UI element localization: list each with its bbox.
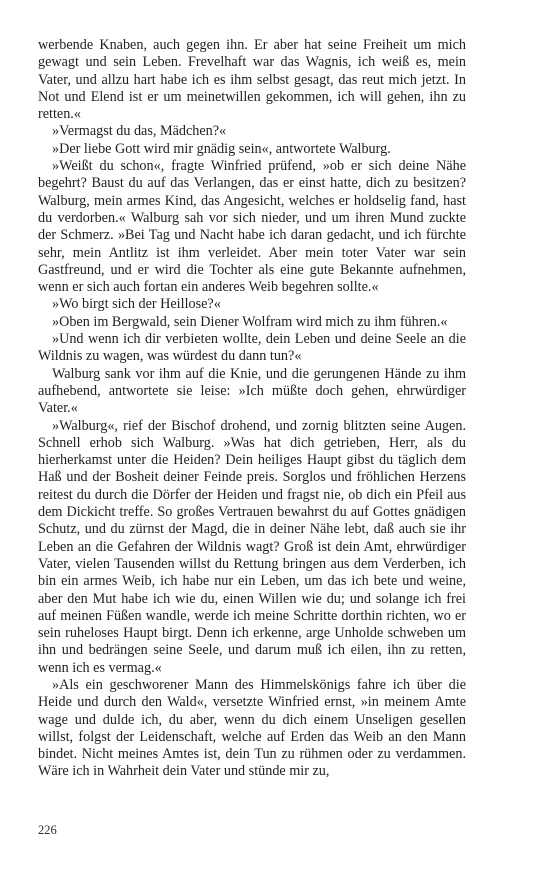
paragraph-3: »Der liebe Gott wird mir gnädig sein«, antwortete Walburg.	[52, 140, 391, 157]
paragraph-6: »Oben im Bergwald, sein Diener Wolfram wird mich zu ihm führen.«	[52, 313, 448, 330]
book-page-text	[38, 37, 466, 781]
paragraph-9: »Walburg«, rief der Bischof drohend, und zornig blitzten seine Augen. Schnell erhob sich Walburg. »Was hat dich getrieben, Herr, als du hierherkamst unter die Heiden? Dein heiliges Haupt gibst du täglich dem Haß und der Bosheit deiner Feinde preis. Sorglos und fröhlichen Herzens reitest du durch die Dörfer der Heiden und fragst nie, ob dich ein Pfeil aus dem Dickicht treffe. So großes Vertrauen bewahrst du auf Gottes gnädigen Schutz, und du zürnst der Magd, die in deiner Nähe lebt, daß auch sie ihr Leben an die Gefahren der Wildnis wagt? Groß ist dein Amt, ehrwürdiger Vater, vielen Tausenden willst du Rettung bringen aus dem Verderben, ich bin ein armes Weib, ich habe nur ein Leben, um das ich bete und weine, aber den Mut habe ich wie du, einen Willen wie du; und solange ich frei auf meinen Füßen wandle, werde ich meine Schritte dorthin richten, wo er sein ruheloses Haupt birgt. Denn ich erkenne, arge Unholde schweben um ihn und bedrängen seine Seele, und darum muß ich eilen, ihn zu retten, wenn ich es vermag.«	[38, 417, 466, 676]
paragraph-10: »Als ein geschworener Mann des Himmelskönigs fahre ich über die Heide und durch den Wald«, versetzte Winfried ernst, »in meinem Amte wage und dulde ich, du aber, wenn du dich einem Unseligen gesellen willst, folgst der Leidenschaft, welche auf Erden das Weib an den Mann bindet. Nicht meines Amtes ist, dein Tun zu rühmen oder zu verdammen. Wäre ich in Wahrheit dein Vater und stünde mir zu,	[38, 676, 466, 780]
page-number: 226	[38, 823, 57, 837]
paragraph-1: werbende Knaben, auch gegen ihn. Er aber hat seine Freiheit um mich gewagt und sein Leben. Frevelhaft war das Wagnis, ich weiß es, mein Vater, und allzu hart habe ich es ihm selbst gesagt, das reut mich jetzt. In Not und Elend ist er um meinetwillen gekommen, ich will gehen, ihn zu retten.«	[38, 37, 466, 123]
paragraph-7: »Und wenn ich dir verbieten wollte, dein Leben und deine Seele an die Wildnis zu wagen, was würdest du dann tun?«	[38, 331, 466, 365]
paragraph-2: »Vermagst du das, Mädchen?«	[52, 123, 227, 140]
paragraph-8: Walburg sank vor ihm auf die Knie, und die gerungenen Hände zu ihm aufhebend, antwortete sie leise: »Ich müßte doch gehen, ehrwürdiger Vater.«	[38, 365, 466, 417]
paragraph-4: »Weißt du schon«, fragte Winfried prüfend, »ob er sich deine Nähe begehrt? Baust du auf das Verlangen, das er einst hatte, dich zu besitzen? Walburg, mein armes Kind, das Angesicht, welches er holdselig fand, hast du verdorben.« Walburg sah vor sich nieder, und um ihren Mund zuckte der Schmerz. »Bei Tag und Nacht habe ich daran gedacht, und ich fürchte sehr, mein Antlitz ist ihm verleidet. Aber mein toter Vater war sein Gastfreund, und er wird die Tochter als eine gute Bekannte aufnehmen, wenn er sich auch fortan ein anderes Weib begehren sollte.«	[38, 158, 466, 296]
paragraph-5: »Wo birgt sich der Heillose?«	[52, 296, 221, 313]
